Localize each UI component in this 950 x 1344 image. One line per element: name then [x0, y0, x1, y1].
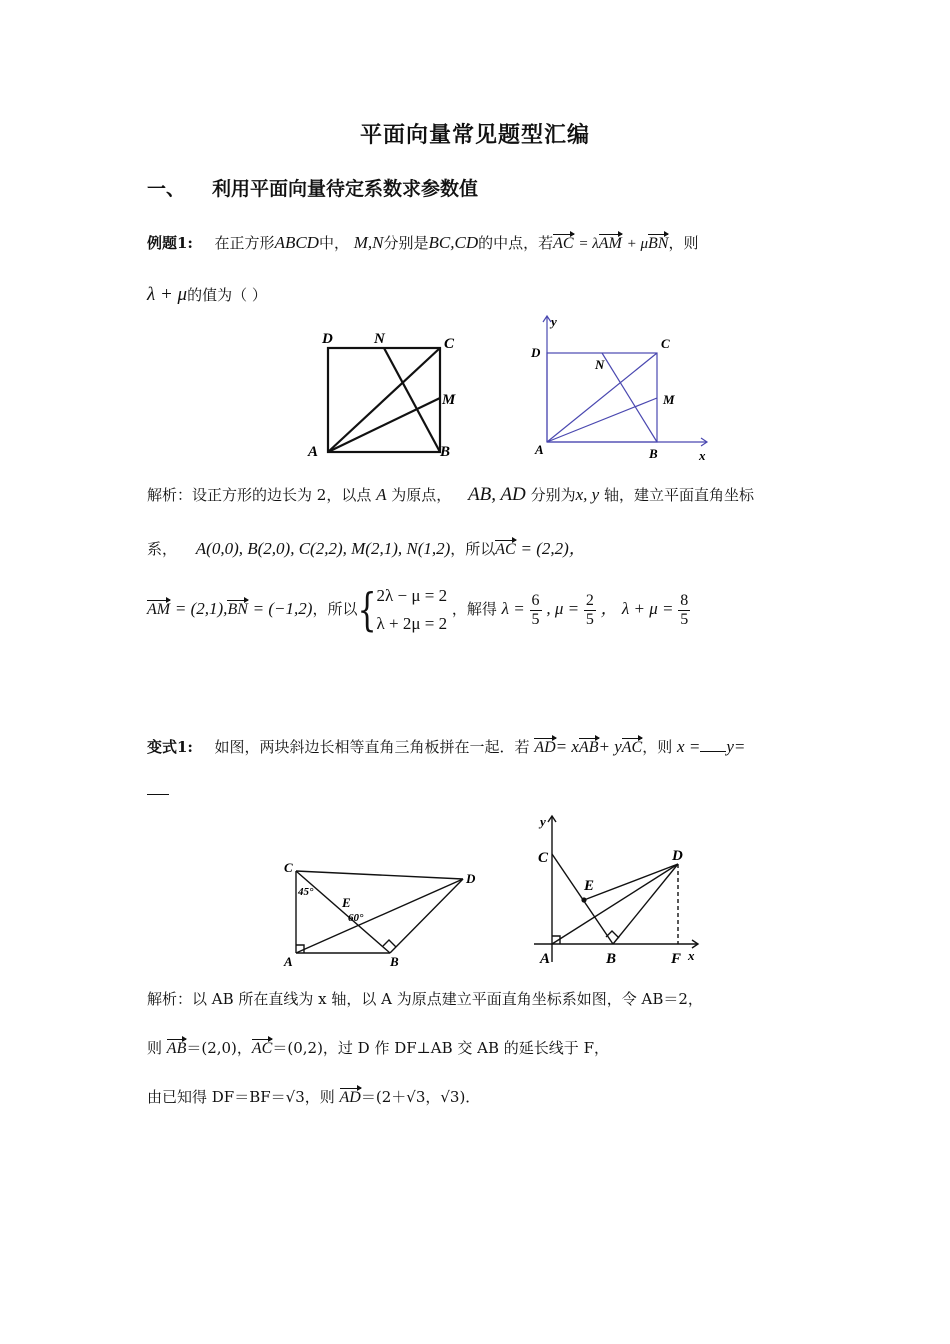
label-d: D	[531, 345, 541, 360]
vector-ab: AB	[166, 1040, 187, 1057]
vector-bn: BN	[648, 235, 669, 252]
mu-denominator: 5	[585, 610, 594, 628]
label-y: y	[551, 314, 557, 329]
solution1-line3	[147, 582, 690, 638]
angle-45: 45°	[298, 886, 314, 898]
label-m: M	[663, 392, 675, 407]
label-m: M	[442, 392, 456, 408]
equation-y: + y	[598, 737, 622, 756]
sum-fraction	[678, 592, 690, 629]
label-c: C	[538, 850, 549, 866]
lambda-denominator: 5	[531, 610, 540, 628]
x-answer-blank	[700, 751, 726, 752]
square-name: ABCD	[274, 233, 319, 252]
variant1-statement	[147, 736, 745, 757]
point-coordinates: A(0,0), B(2,0), C(2,2), M(2,1), N(1,2)	[195, 539, 451, 558]
axes-segments: AB, AD	[468, 484, 526, 505]
label-a: A	[308, 444, 319, 460]
segment-am	[547, 398, 657, 442]
point-e	[581, 897, 586, 902]
label-c: C	[661, 336, 670, 351]
label-a: A	[535, 442, 544, 457]
lambda-numerator: 6	[531, 591, 540, 609]
vector-ab: AB	[578, 739, 599, 756]
mu-numerator: 2	[585, 591, 594, 609]
equation-system	[377, 582, 448, 638]
label-x: x	[688, 948, 695, 963]
example1-text: 在正方形	[214, 234, 275, 252]
y-answer-blank	[147, 794, 169, 795]
origin-point: A	[376, 485, 387, 504]
sum-label: ， λ + μ =	[600, 599, 674, 618]
mu-label: , μ =	[546, 599, 580, 618]
equation-lambda: = λ	[578, 236, 599, 252]
right-angle-b	[383, 940, 396, 947]
label-b: B	[390, 954, 399, 969]
variant1-text: 如图，两块斜边长相等直角三角板拼在一起．若	[214, 738, 530, 756]
solution1-text: ，所以	[312, 600, 358, 618]
label-d: D	[322, 331, 333, 347]
label-x: x	[699, 448, 706, 463]
system-brace: {	[357, 583, 377, 637]
axis-names: x, y	[575, 485, 600, 504]
equation-x: = x	[555, 737, 579, 756]
figure-square	[300, 322, 470, 466]
example1-text: 中，	[318, 234, 349, 252]
solution1-line2	[147, 534, 586, 559]
segment-ac	[328, 348, 440, 452]
figure-coordinate-square	[525, 312, 720, 464]
segment-bc	[296, 871, 390, 953]
solution1-text: 为原点，	[391, 486, 452, 504]
sum-denominator: 5	[680, 610, 689, 628]
segment-ad	[296, 879, 463, 953]
solution2-text: 由已知得 DF＝BF＝√3，则	[147, 1088, 335, 1106]
vector-bn-value: = (−1,2)	[252, 599, 313, 618]
equation-mu: + μ	[626, 236, 649, 252]
sum-numerator: 8	[680, 591, 689, 609]
solution1-text: 解析：设正方形的边长为 2，以点	[147, 486, 372, 504]
label-a: A	[284, 954, 293, 969]
solution2-line1: 解析：以 AB 所在直线为 x 轴，以 A 为原点建立平面直角坐标系如图，令 AB＝2，	[147, 990, 703, 1008]
solution1-text: 系，	[147, 540, 178, 558]
label-c: C	[444, 336, 455, 352]
solution2-text: ＝(2,0)，	[186, 1039, 252, 1057]
label-y: y	[540, 814, 546, 829]
vector-ac: AC	[621, 739, 643, 756]
label-n: N	[595, 357, 605, 372]
vector-ac: AC	[553, 235, 574, 252]
midpoint-names: M,N	[353, 233, 384, 252]
solution2-text: ＝(0,2)，过 D 作 DF⊥AB 交 AB 的延长线于 F，	[272, 1039, 609, 1057]
segment-bn	[384, 348, 440, 452]
label-b: B	[649, 446, 658, 461]
example1-text: 的中点，若	[478, 234, 554, 252]
vector-am: AM	[147, 601, 171, 618]
page-title: 平面向量常见题型汇编	[359, 122, 590, 148]
side-names: BC,CD	[428, 233, 479, 252]
angle-60: 60°	[348, 912, 364, 924]
example1-question	[147, 284, 267, 306]
x-blank-label: x =	[677, 737, 701, 756]
vector-ad: AD	[534, 739, 556, 756]
figure-coordinate-triangles	[528, 812, 708, 970]
y-blank-label: y=	[726, 737, 746, 756]
vector-ac: AC	[251, 1040, 273, 1057]
system-equation-2: λ + 2μ = 2	[376, 614, 448, 633]
label-c: C	[284, 860, 293, 875]
section-number: 一、	[147, 178, 186, 200]
segment-ad	[552, 864, 678, 944]
vector-ad: AD	[339, 1089, 361, 1106]
example1-statement	[147, 232, 699, 253]
segment-bn	[602, 353, 657, 442]
solution2-text: ＝(2＋√3，√3)．	[360, 1088, 481, 1106]
system-equation-1: 2λ − μ = 2	[376, 586, 448, 605]
lambda-fraction	[530, 592, 542, 629]
label-a: A	[540, 951, 551, 967]
vector-am-value: = (2,1),	[174, 599, 228, 618]
example1-question-text: 的值为（ ）	[187, 286, 267, 304]
label-f: F	[671, 951, 682, 967]
vector-ac: AC	[495, 541, 516, 558]
variant1-label: 变式1:	[147, 738, 193, 756]
label-b: B	[440, 444, 451, 460]
label-d: D	[466, 871, 476, 886]
example1-text: ，则	[668, 234, 699, 252]
solution1-text: 分别为	[530, 486, 576, 504]
variant1-text: ，则	[642, 738, 673, 756]
solution1-text: 轴，建立平面直角坐标	[603, 486, 754, 504]
segment-bd	[390, 879, 463, 953]
mu-fraction	[584, 592, 596, 629]
section-title: 利用平面向量待定系数求参数值	[212, 178, 479, 200]
label-e: E	[584, 878, 595, 894]
section-heading	[147, 174, 478, 201]
solution1-text: ，所以	[450, 540, 496, 558]
example1-text: 分别是	[383, 234, 429, 252]
lambda-plus-mu: λ + μ	[147, 284, 188, 305]
figure-triangles	[278, 855, 488, 970]
solution1-line1	[147, 484, 754, 506]
label-e: E	[342, 895, 351, 910]
example1-label: 例题1:	[147, 234, 193, 252]
lambda-label: λ =	[501, 599, 525, 618]
segment-cd	[296, 871, 463, 879]
solution2-line2	[147, 1037, 609, 1058]
solution2-text: 则	[147, 1039, 163, 1057]
solution2-line3	[147, 1086, 480, 1107]
segment-am	[328, 398, 440, 452]
label-d: D	[672, 848, 683, 864]
solution1-text: ，解得	[451, 600, 497, 618]
vector-bn: BN	[227, 601, 248, 618]
vector-am: AM	[598, 235, 622, 252]
vector-ac-value: = (2,2)，	[520, 539, 586, 558]
label-n: N	[374, 331, 385, 347]
label-b: B	[606, 951, 617, 967]
